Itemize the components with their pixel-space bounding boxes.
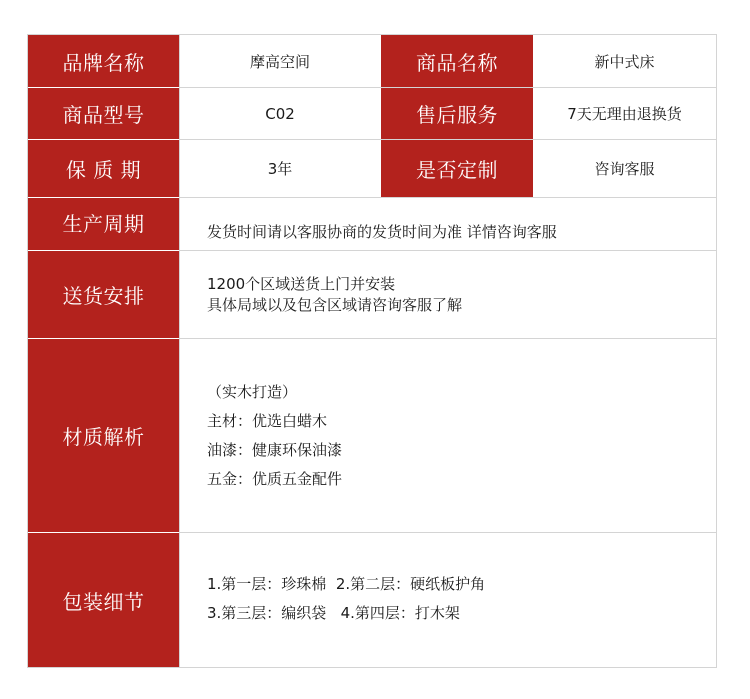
label-divider: [28, 250, 179, 251]
row-divider: [179, 87, 716, 88]
row-divider: [179, 338, 716, 339]
delivery-value: [179, 251, 716, 338]
warranty-value: 3年: [179, 140, 381, 197]
after-sales-label: 售后服务: [381, 88, 533, 139]
material-line: （实木打造）: [207, 383, 298, 401]
label-divider: [28, 87, 179, 88]
material-label: 材质解析: [28, 339, 179, 532]
product-name-label: 商品名称: [381, 35, 533, 87]
product-info-table: [27, 34, 717, 668]
production-text: 发货时间请以客服协商的发货时间为准 详情咨询客服: [207, 223, 557, 241]
delivery-line: 具体局域以及包含区域请咨询客服了解: [207, 296, 463, 314]
production-value: [179, 198, 716, 250]
production-label: 生产周期: [28, 198, 179, 250]
packing-value: [179, 533, 716, 667]
model-label: 商品型号: [28, 88, 179, 139]
label-divider: [28, 338, 179, 339]
delivery-line: 1200个区域送货上门并安装: [207, 275, 396, 293]
material-value: [179, 339, 716, 532]
brand-label: 品牌名称: [28, 35, 179, 87]
row-divider: [179, 532, 716, 533]
row-divider: [179, 139, 716, 140]
row-divider: [179, 250, 716, 251]
label-divider: [28, 197, 179, 198]
packing-label: 包装细节: [28, 533, 179, 667]
packing-line: 3.第三层：编织袋 4.第四层：打木架: [207, 604, 460, 622]
packing-line: 1.第一层：珍珠棉 2.第二层：硬纸板护角: [207, 575, 486, 593]
model-value: C02: [179, 88, 381, 139]
brand-value: 摩高空间: [179, 35, 381, 87]
customization-label: 是否定制: [381, 140, 533, 197]
column-divider: [179, 35, 180, 667]
warranty-label: 保 质 期: [28, 140, 179, 197]
material-line: 主材：优选白蜡木: [207, 412, 328, 430]
material-line: 油漆：健康环保油漆: [207, 441, 343, 459]
label-divider: [28, 532, 179, 533]
label-divider: [28, 139, 179, 140]
delivery-label: 送货安排: [28, 251, 179, 338]
customization-value: 咨询客服: [533, 140, 716, 197]
row-divider: [179, 197, 716, 198]
after-sales-value: 7天无理由退换货: [533, 88, 716, 139]
product-name-value: 新中式床: [533, 35, 716, 87]
material-line: 五金：优质五金配件: [207, 470, 343, 488]
